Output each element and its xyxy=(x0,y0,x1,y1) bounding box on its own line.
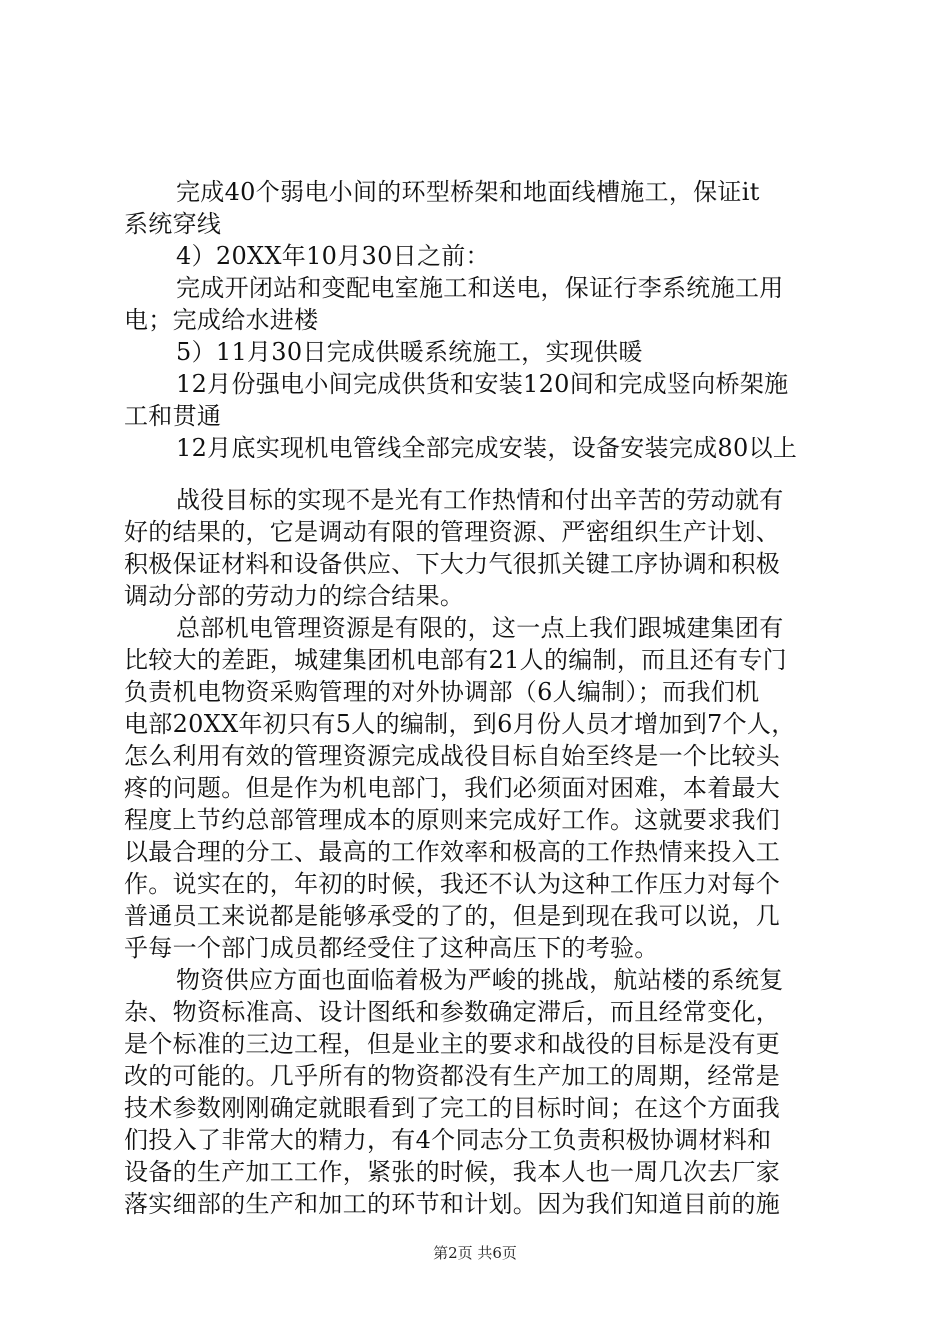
text-line: 工和贯通 xyxy=(124,402,222,430)
text-line: 以最合理的分工、最高的工作效率和极高的工作热情来投入工 xyxy=(124,838,781,866)
text-line: 调动分部的劳动力的综合结果。 xyxy=(124,582,465,610)
text-line: 5）11月30日完成供暖系统施工，实现供暖 xyxy=(176,338,643,366)
text-line: 好的结果的，它是调动有限的管理资源、严密组织生产计划、 xyxy=(124,518,781,546)
text-line: 战役目标的实现不是光有工作热情和付出辛苦的劳动就有 xyxy=(176,486,784,514)
page-number-footer: 第2页 共6页 xyxy=(433,1244,517,1262)
text-line: 技术参数刚刚确定就眼看到了完工的目标时间；在这个方面我 xyxy=(124,1094,781,1122)
text-line: 完成40个弱电小间的环型桥架和地面线槽施工，保证it xyxy=(176,178,760,206)
text-line: 系统穿线 xyxy=(124,210,222,238)
text-line: 改的可能的。几乎所有的物资都没有生产加工的周期，经常是 xyxy=(124,1062,781,1090)
text-line: 杂、物资标准高、设计图纸和参数确定滞后，而且经常变化， xyxy=(124,998,781,1026)
text-line: 12月份强电小间完成供货和安装120间和完成竖向桥架施 xyxy=(176,370,789,398)
text-line: 们投入了非常大的精力，有4个同志分工负责积极协调材料和 xyxy=(124,1126,772,1154)
text-line: 乎每一个部门成员都经受住了这种高压下的考验。 xyxy=(124,934,659,962)
text-line: 设备的生产加工工作，紧张的时候，我本人也一周几次去厂家 xyxy=(124,1158,781,1186)
text-line: 电；完成给水进楼 xyxy=(124,306,319,334)
text-line: 普通员工来说都是能够承受的了的，但是到现在我可以说，几 xyxy=(124,902,781,930)
text-line: 落实细部的生产和加工的环节和计划。因为我们知道目前的施 xyxy=(124,1190,781,1218)
text-line: 电部20XX年初只有5人的编制，到6月份人员才增加到7个人， xyxy=(124,710,796,738)
text-line: 12月底实现机电管线全部完成安装，设备安装完成80以上 xyxy=(176,434,798,462)
text-line: 怎么利用有效的管理资源完成战役目标自始至终是一个比较头 xyxy=(124,742,781,770)
text-line: 是个标准的三边工程，但是业主的要求和战役的目标是没有更 xyxy=(124,1030,781,1058)
text-line: 作。说实在的，年初的时候，我还不认为这种工作压力对每个 xyxy=(124,870,781,898)
text-line: 总部机电管理资源是有限的，这一点上我们跟城建集团有 xyxy=(176,614,784,642)
text-line: 完成开闭站和变配电室施工和送电，保证行李系统施工用 xyxy=(176,274,784,302)
text-line: 比较大的差距，城建集团机电部有21人的编制，而且还有专门 xyxy=(124,646,787,674)
text-line: 负责机电物资采购管理的对外协调部（6人编制）；而我们机 xyxy=(124,678,760,706)
text-line: 积极保证材料和设备供应、下大力气很抓关键工序协调和积极 xyxy=(124,550,781,578)
text-line: 4）20XX年10月30日之前： xyxy=(176,242,490,270)
text-line: 物资供应方面也面临着极为严峻的挑战，航站楼的系统复 xyxy=(176,966,784,994)
text-line: 程度上节约总部管理成本的原则来完成好工作。这就要求我们 xyxy=(124,806,781,834)
text-line: 疼的问题。但是作为机电部门，我们必须面对困难，本着最大 xyxy=(124,774,781,802)
